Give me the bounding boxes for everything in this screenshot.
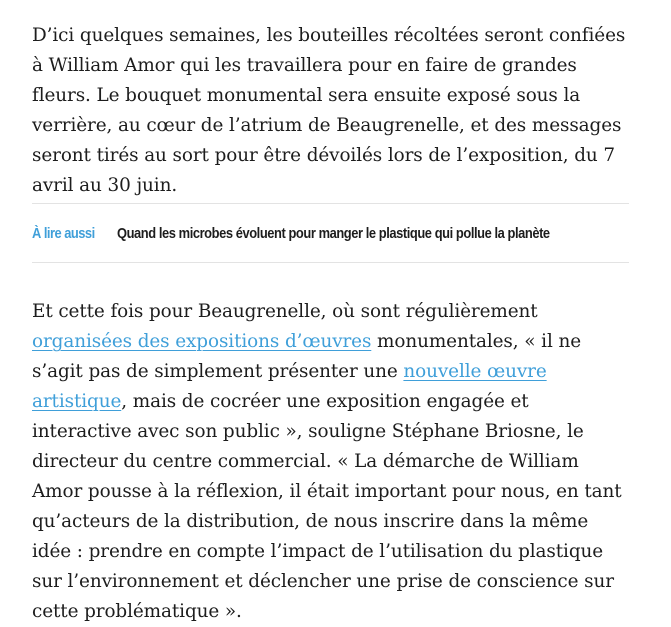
expositions-link[interactable]: organisées des expositions d’œuvres — [32, 331, 372, 352]
paragraph-2-text-2: monumentales, « il ne s’agit pas de simplement présenter une — [32, 331, 581, 382]
related-article-link[interactable]: Quand les microbes évoluent pour manger le plastique qui pollue la planète — [117, 224, 550, 242]
article-paragraph-2 — [32, 297, 629, 627]
paragraph-2-text-1: Et cette fois pour Beaugrenelle, où sont régulièrement — [32, 301, 538, 322]
nouvelle-oeuvre-link[interactable]: nouvelle œuvre artistique — [32, 361, 547, 412]
related-article-label: À lire aussi — [32, 224, 95, 242]
paragraph-2-text-3: , mais de cocréer une exposition engagée et interactive avec son public », souligne Stéphane Briosne, le directeur du centre commercial. « La démarche de William Amor pousse à la réflexion, il était important pour nous, en tant qu’acteurs de la distribution, de nous inscrire dans la même idée : prendre en compte l’impact de l’utilisation du plastique sur l’environnement et déclencher une prise de conscience sur cette problématique ». — [32, 391, 622, 622]
related-article-box — [32, 203, 629, 263]
article-paragraph-1: D’ici quelques semaines, les bouteilles récoltées seront confiées à William Amor qui les travaillera pour en faire de grandes fleurs. Le bouquet monumental sera ensuite exposé sous la verrière, au cœur de l’atrium de Beaugrenelle, et des messages seront tirés au sort pour être dévoilés lors de l’exposition, du 7 avril au 30 juin. — [32, 25, 626, 196]
